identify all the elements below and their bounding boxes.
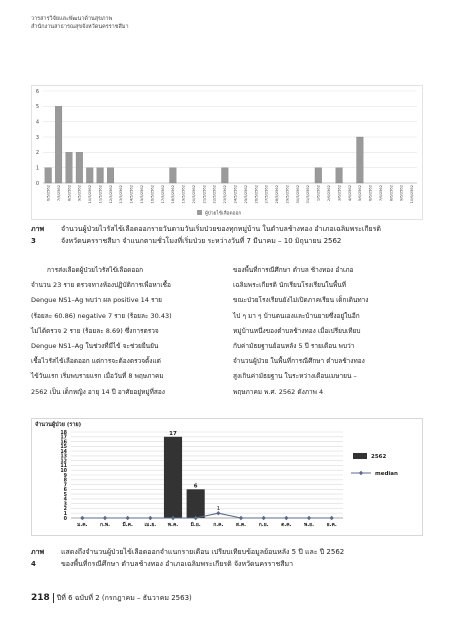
x-tick-label: ก.ค. [213,522,224,528]
median-point [329,516,333,520]
x-tick-label: ก.พ. [99,522,111,528]
x-tick-label: 27/5/2562 [264,185,269,204]
figure-3-caption-line: จำนวนผู้ป่วยไวรัสไข้เลือดออกรายวันตามวันเริ่มป่วยของทุกหมู่บ้าน ในตำบลช้างทอง อำเภอเฉลิมพระเกียรติ [61,225,381,233]
y-tick-label: 5 [63,492,67,498]
y-tick-label: 3 [63,502,67,508]
y-tick-label: 6 [63,488,67,494]
median-point [80,516,84,520]
x-tick-label: 20/5/2562 [191,185,196,204]
y-tick-label: 18 [60,430,67,436]
x-tick-label: 14/5/2562 [129,185,134,204]
y-tick-label: 9 [63,473,67,479]
body-line: จำนวนผู้ป่วย ในพื้นที่การณีศึกษา ตำบลช้างทอง [233,357,365,366]
y-tick-label: 10 [60,469,67,475]
x-tick-label: พ.ค. [167,522,179,528]
x-tick-label: 12/5/2562 [108,185,113,204]
x-tick-label: 8/6/2562 [389,185,394,202]
y-tick-label: 2 [35,150,39,157]
bar-2562 [187,489,205,518]
median-point [261,516,265,520]
x-tick-label: 11/5/2562 [98,185,103,204]
x-tick-label: 24/5/2562 [233,185,238,204]
x-tick-label: 5/6/2562 [358,185,363,202]
body-line: ไป ๆ มา ๆ บ้านตนเองและบ้านยายซึ่งอยู่ในอีก [233,311,360,320]
figure-3-caption-line: จังหวัดนครราชสีมา จำแนกตามชั่วโมงที่เริ่มป่วย ระหว่างวันที่ 7 มีนาคม – 10 มิถุนายน 2562 [61,237,342,245]
x-tick-label: มี.ค. [122,522,133,528]
bar [107,168,114,183]
x-tick-label: 2/6/2562 [326,185,331,202]
x-tick-label: ส.ค. [235,522,247,528]
body-line: หมู่บ้านหนึ่งของตำบลช้างทอง เมื่อเปรียบเทียบ [233,326,361,335]
bar [66,152,73,183]
body-line: Dengue NS1–Ag ในช่วงที่มีไข้ จะช่วยยืนยัน [31,342,159,351]
y-tick-label: 17 [60,435,67,441]
body-line: (ร้อยละ 60.86) negative 7 ราย (ร้อยละ 30.43) [31,311,172,320]
x-tick-label: 15/5/2562 [139,185,144,204]
journal-title: วารสารวิจัยและพัฒนาด้านสุขภาพ [31,16,113,22]
x-tick-label: 25/5/2562 [243,185,248,204]
x-tick-label: 7/6/2562 [378,185,383,202]
data-label: 17 [169,430,177,437]
y-tick-label: 1 [63,512,67,518]
body-line: การส่งเลือดผู้ป่วยไวรัสไข้เลือดออก [47,266,144,274]
x-tick-label: เม.ย. [144,522,157,528]
x-tick-label: 3/6/2562 [337,185,342,202]
body-line: เชื้อไวรัสไข้เลือดออก แต่การจะต้องตรวจตั้งแต่ [31,357,161,366]
x-tick-label: พ.ย. [303,522,315,528]
x-tick-label: 18/5/2562 [171,185,176,204]
y-tick-label: 3 [35,134,39,141]
x-tick-label: 4/6/2562 [347,185,352,202]
bar [315,168,322,183]
x-tick-label: 1/6/2562 [316,185,321,202]
body-line: เฉลิมพระเกียรติ นักเรียนโรงเรียนในพื้นที่ [233,281,347,290]
y-tick-label: 5 [35,104,39,111]
bar [76,152,83,183]
x-tick-label: ก.ย. [258,522,269,528]
figure-4-chart [31,418,423,536]
y-tick-label: 15 [60,445,67,451]
bar [97,168,104,183]
bar [357,137,364,183]
footer-divider [53,593,54,603]
figure-4-caption-line: ของพื้นที่กรณีศึกษา ตำบลช้างทอง อำเภอเฉลิมพระเกียรติ จังหวัดนครราชสีมา [61,560,294,568]
median-point [307,516,311,520]
x-tick-label: 23/5/2562 [223,185,228,204]
legend-marker-median [359,471,363,475]
median-line [82,513,331,518]
bar [55,106,62,183]
body-line: จำนวน 23 ราย ตรวจทางห้องปฏิบัติการเพื่อหาเชื้อ [31,281,171,290]
legend-swatch [197,210,202,215]
x-tick-label: 9/6/2562 [399,185,404,202]
y-tick-label: 0 [63,516,67,522]
body-line: สูงเกินค่ามัธยฐาน ในระหว่างเดือนเมษายน – [233,372,357,381]
legend-label: ผู้ป่วยไข้เลือดออก [205,211,242,217]
body-line: พฤษภาคม พ.ศ. 2562 ดังภาพ 4 [233,387,324,396]
x-tick-label: 6/6/2562 [368,185,373,202]
body-line: Dengue NS1–Ag พบว่า ผล positive 14 ราย [31,296,162,305]
y-tick-label: 13 [60,454,67,460]
figure-4-label: ภาพ 4 [31,548,45,568]
body-line: ขณะป่วยโรงเรียนยังไม่เปิดภาคเรียน เด็กเดินทาง [233,296,369,305]
median-point [239,516,243,520]
x-tick-label: ม.ค. [77,522,88,528]
bar [86,168,93,183]
y-tick-label: 2 [63,507,67,513]
y-tick-label: 14 [60,449,67,455]
y-tick-label: 0 [35,180,39,187]
y-tick-label: 11 [60,464,67,470]
body-line: ไม่ได้ตรวจ 2 ราย (ร้อยละ 8.69) ซึ่งการตรวจ [31,326,159,335]
x-tick-label: 16/5/2562 [150,185,155,204]
median-point [284,516,288,520]
median-point [103,516,107,520]
legend-label: median [375,471,398,477]
y-axis-title: จำนวนผู้ป่วย (ราย) [35,422,82,428]
bar [221,168,228,183]
x-tick-label: 31/5/2562 [306,185,311,204]
body-line: ไข้วันแรก เริ่มพบรายแรก เมื่อวันที่ 8 พฤษภาคม [31,372,164,381]
x-tick-label: 9/5/2562 [77,185,82,202]
journal-publisher: สำนักงานสาธารณสุขจังหวัดนครราชสีมา [31,24,129,30]
page-footer [31,593,192,604]
x-tick-label: 21/5/2562 [202,185,207,204]
bar [45,168,52,183]
y-tick-label: 1 [35,165,39,172]
legend-label: 2562 [371,454,387,460]
body-line: กับค่ามัธยฐานย้อนหลัง 5 ปี รายเดือน พบว่า [233,342,355,351]
data-label: 1 [216,506,221,513]
x-tick-label: 17/5/2562 [160,185,165,204]
x-tick-label: 28/5/2562 [275,185,280,204]
x-tick-label: 7/5/2562 [56,185,61,202]
data-label: 6 [193,483,198,490]
x-tick-label: 30/5/2562 [295,185,300,204]
bar [170,168,177,183]
figure-3-label: ภาพ 3 [31,225,45,245]
y-tick-label: 6 [35,88,39,95]
body-line: ของพื้นที่การณีศึกษา ตำบล ช้างทอง อำเภอ [233,266,354,274]
body-column-right [233,263,423,400]
figure-3-chart [31,85,423,220]
bar [336,168,343,183]
x-tick-label: 26/5/2562 [254,185,259,204]
y-tick-label: 4 [35,119,39,126]
body-column-left [31,263,221,400]
legend-swatch-2562 [353,453,367,459]
body-line: 2562 เป็น เด็กหญิง อายุ 14 ปี อาศัยอยู่หมู่ที่สอง [31,387,165,396]
x-tick-label: 13/5/2562 [119,185,124,204]
y-tick-label: 16 [60,440,67,446]
x-tick-label: ธ.ค. [326,522,337,528]
median-point [148,516,152,520]
issue-info: ปีที่ 6 ฉบับที่ 2 (กรกฎาคม – ธันวาคม 2563) [56,594,192,602]
y-tick-label: 12 [60,459,67,465]
x-tick-label: มิ.ย. [190,522,201,528]
x-tick-label: 10/5/2562 [88,185,93,204]
x-tick-label: 6/5/2562 [46,185,51,202]
running-header [31,15,129,31]
x-tick-label: 19/5/2562 [181,185,186,204]
x-tick-label: 22/5/2562 [212,185,217,204]
y-tick-label: 4 [63,497,67,503]
figure-4-caption-line: แสดงถึงจำนวนผู้ป่วยไข้เลือดออกจำแนกรายเดือน เปรียบเทียบข้อมูลย้อนหลัง 5 ปี และ ปี 2562 [61,548,345,556]
x-tick-label: 29/5/2562 [285,185,290,204]
x-tick-label: 8/5/2562 [67,185,72,202]
median-point [125,516,129,520]
x-tick-label: ต.ค. [281,522,292,528]
y-tick-label: 7 [63,483,67,489]
page-number: 218 [31,593,50,603]
y-tick-label: 8 [63,478,67,484]
bar-2562 [164,437,182,518]
x-tick-label: 10/6/2562 [410,185,415,204]
